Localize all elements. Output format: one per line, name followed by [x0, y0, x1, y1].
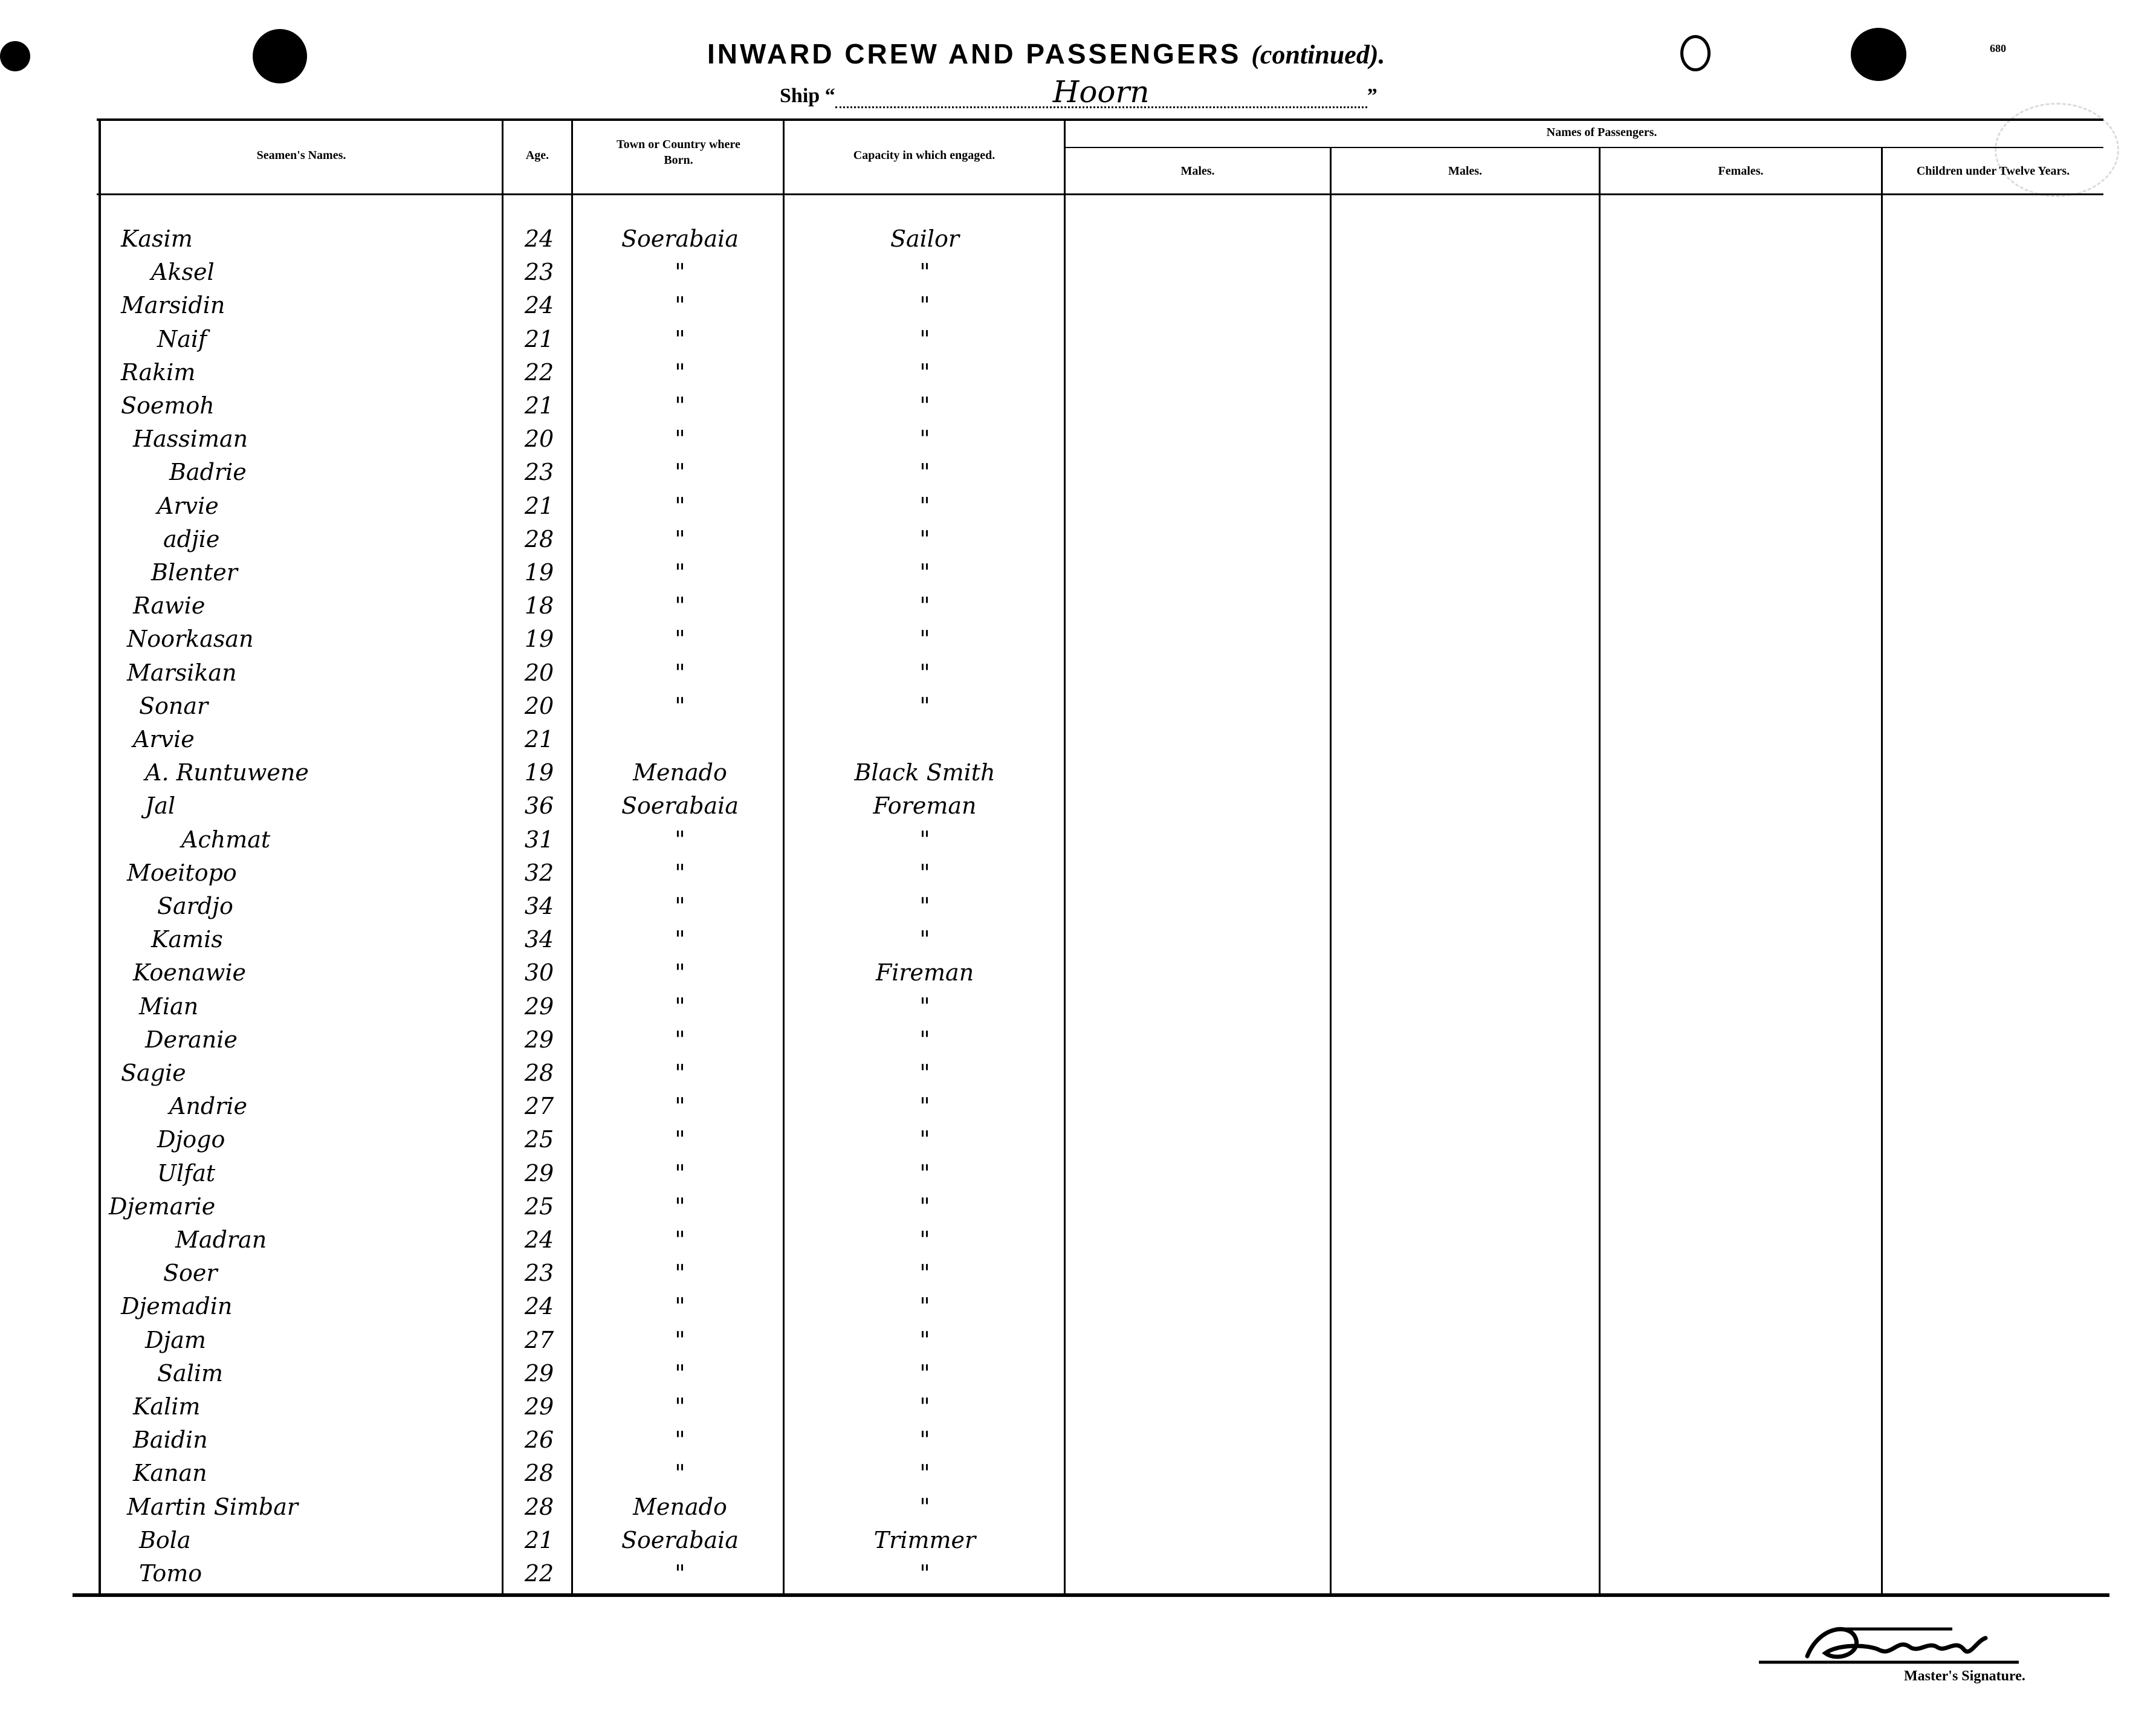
crew-capacity: " — [919, 1226, 930, 1253]
crew-age: 22 — [524, 1560, 554, 1587]
ship-name: Hoorn — [835, 77, 1367, 108]
crew-age: 27 — [524, 1327, 554, 1353]
crew-capacity: " — [919, 1193, 930, 1220]
crew-capacity: " — [919, 592, 930, 619]
crew-capacity: " — [919, 659, 930, 686]
crew-capacity: " — [919, 993, 930, 1020]
crew-age: 18 — [524, 592, 554, 619]
crew-age: 21 — [524, 726, 554, 753]
crew-age: 19 — [524, 559, 554, 586]
crew-age: 21 — [524, 493, 554, 519]
crew-age: 25 — [524, 1126, 554, 1153]
header-passengers: Names of Passengers. — [1546, 126, 1657, 139]
crew-age: 19 — [524, 759, 554, 786]
crew-name: Rawie — [133, 592, 206, 619]
crew-town: " — [675, 1126, 685, 1153]
crew-town: " — [675, 1260, 685, 1286]
crew-town: " — [675, 459, 685, 485]
crew-capacity: " — [919, 459, 930, 485]
crew-age: 28 — [524, 526, 554, 552]
crew-capacity: " — [919, 1426, 930, 1453]
crew-name: Moeitopo — [127, 860, 237, 886]
crew-capacity: " — [919, 493, 930, 519]
crew-name: Koenawie — [133, 959, 247, 986]
crew-capacity: " — [919, 559, 930, 586]
crew-name: Achmat — [181, 826, 271, 853]
crew-name: Arvie — [133, 726, 195, 753]
crew-name: Hassiman — [133, 426, 248, 452]
crew-name: Marsidin — [121, 292, 225, 319]
crew-capacity: " — [919, 259, 930, 285]
crew-town: " — [675, 1460, 685, 1486]
crew-capacity: " — [919, 1327, 930, 1353]
crew-town: " — [675, 1160, 685, 1187]
crew-capacity: " — [919, 1393, 930, 1420]
page-title — [707, 37, 1553, 70]
crew-name: adjie — [163, 526, 220, 552]
crew-age: 22 — [524, 359, 554, 386]
crew-capacity: " — [919, 1260, 930, 1286]
crew-capacity: " — [919, 1494, 930, 1520]
crew-town: " — [675, 592, 685, 619]
faded-stamp — [1995, 103, 2119, 197]
crew-town: " — [675, 526, 685, 552]
crew-town: Soerabaia — [621, 792, 739, 819]
crew-name: Soer — [163, 1260, 218, 1286]
crew-capacity: " — [919, 626, 930, 652]
crew-age: 28 — [524, 1060, 554, 1086]
crew-name: Tomo — [139, 1560, 202, 1587]
crew-town: " — [675, 426, 685, 452]
crew-capacity: Sailor — [890, 225, 960, 252]
crew-name: Noorkasan — [127, 626, 254, 652]
ship-line: Ship “ Hoorn ” — [780, 74, 1377, 109]
crew-town: Soerabaia — [621, 1527, 739, 1553]
col-rule — [99, 118, 101, 1593]
crew-town: " — [675, 359, 685, 386]
crew-town: " — [675, 1560, 685, 1587]
crew-name: A. Runtuwene — [145, 759, 309, 786]
col-rule — [1881, 147, 1883, 1593]
crew-town: " — [675, 259, 685, 285]
crew-town: " — [675, 1060, 685, 1086]
crew-age: 19 — [524, 626, 554, 652]
crew-capacity: " — [919, 326, 930, 352]
crew-capacity: " — [919, 359, 930, 386]
punch-hole — [0, 41, 30, 71]
crew-name: Kalim — [133, 1393, 201, 1420]
crew-name: Badrie — [169, 459, 247, 485]
crew-age: 21 — [524, 1527, 554, 1553]
crew-age: 29 — [524, 1026, 554, 1053]
crew-name: Ulfat — [157, 1160, 216, 1187]
crew-age: 20 — [524, 693, 554, 719]
crew-age: 29 — [524, 993, 554, 1020]
crew-age: 29 — [524, 1360, 554, 1387]
crew-age: 24 — [524, 1293, 554, 1320]
crew-name: Kamis — [151, 926, 223, 953]
crew-name: Deranie — [145, 1026, 238, 1053]
crew-name: Arvie — [157, 493, 219, 519]
crew-town: " — [675, 1327, 685, 1353]
crew-town: " — [675, 1393, 685, 1420]
crew-town: " — [675, 326, 685, 352]
crew-capacity: " — [919, 1060, 930, 1086]
crew-age: 23 — [524, 1260, 554, 1286]
title-continued: (continued). — [1251, 40, 1385, 70]
header-seamen: Seamen's Names. — [256, 149, 346, 162]
header-males-1: Males. — [1180, 164, 1215, 178]
crew-capacity: " — [919, 926, 930, 953]
crew-name: Jal — [145, 792, 176, 819]
crew-capacity: " — [919, 1160, 930, 1187]
crew-name: Marsikan — [127, 659, 237, 686]
crew-name: Aksel — [151, 259, 215, 285]
header-males-2: Males. — [1448, 164, 1483, 178]
crew-capacity: " — [919, 426, 930, 452]
crew-name: Djam — [145, 1327, 206, 1353]
crew-name: Andrie — [169, 1093, 248, 1119]
crew-capacity: Fireman — [875, 959, 974, 986]
crew-name: Madran — [175, 1226, 267, 1253]
crew-age: 29 — [524, 1393, 554, 1420]
crew-name: Blenter — [151, 559, 238, 586]
crew-name: Mian — [139, 993, 199, 1020]
header-town: Town or Country where Born. — [617, 138, 740, 167]
header-capacity: Capacity in which engaged. — [853, 149, 995, 162]
crew-town: " — [675, 993, 685, 1020]
crew-name: Soemoh — [121, 392, 215, 419]
crew-town: " — [675, 1360, 685, 1387]
table-top-rule — [97, 118, 2103, 121]
crew-town: Menado — [633, 1494, 727, 1520]
col-rule — [571, 118, 573, 1593]
crew-town: " — [675, 626, 685, 652]
crew-capacity: " — [919, 1093, 930, 1119]
crew-town: " — [675, 1226, 685, 1253]
signature-label: Master's Signature. — [1904, 1668, 2025, 1684]
crew-name: Sagie — [121, 1060, 186, 1086]
crew-name: Djemarie — [109, 1193, 216, 1220]
title-main: INWARD CREW AND PASSENGERS — [707, 38, 1241, 70]
crew-capacity: " — [919, 693, 930, 719]
crew-capacity: " — [919, 1126, 930, 1153]
crew-name: Naif — [157, 326, 207, 352]
passengers-subheader-rule — [1064, 147, 2103, 148]
crew-capacity: " — [919, 1293, 930, 1320]
crew-capacity: " — [919, 860, 930, 886]
crew-capacity: " — [919, 392, 930, 419]
crew-age: 28 — [524, 1494, 554, 1520]
crew-age: 27 — [524, 1093, 554, 1119]
header-females: Females. — [1718, 164, 1764, 178]
crew-town: " — [675, 1293, 685, 1320]
crew-town: " — [675, 959, 685, 986]
crew-age: 21 — [524, 392, 554, 419]
crew-capacity: " — [919, 826, 930, 853]
crew-capacity: Black Smith — [854, 759, 995, 786]
crew-town: " — [675, 1026, 685, 1053]
crew-age: 32 — [524, 860, 554, 886]
crew-town: " — [675, 926, 685, 953]
header-children: Children under Twelve Years. — [1916, 164, 2070, 178]
crew-name: Rakim — [121, 359, 196, 386]
crew-age: 20 — [524, 426, 554, 452]
crew-name: Kasim — [121, 225, 193, 252]
crew-age: 34 — [524, 926, 554, 953]
col-rule — [502, 118, 503, 1593]
table-bottom-rule — [73, 1593, 2109, 1597]
crew-town: " — [675, 493, 685, 519]
crew-name: Djogo — [157, 1126, 225, 1153]
crew-town: " — [675, 1093, 685, 1119]
crew-capacity: " — [919, 292, 930, 319]
crew-age: 23 — [524, 259, 554, 285]
crew-town: " — [675, 292, 685, 319]
punch-hole — [1851, 28, 1906, 81]
crew-capacity: " — [919, 1560, 930, 1587]
page-number: 680 — [1990, 42, 2006, 54]
crew-name: Sonar — [139, 693, 209, 719]
crew-capacity: " — [919, 1460, 930, 1486]
ship-label: Ship — [780, 85, 820, 107]
crew-town: " — [675, 693, 685, 719]
header-age: Age. — [525, 149, 549, 162]
crew-name: Bola — [139, 1527, 191, 1553]
crew-town: " — [675, 893, 685, 919]
crew-age: 21 — [524, 326, 554, 352]
crew-name: Kanan — [133, 1460, 207, 1486]
crew-town: Soerabaia — [621, 225, 739, 252]
crew-capacity: Trimmer — [873, 1527, 976, 1553]
crew-age: 24 — [524, 1226, 554, 1253]
crew-town: Menado — [633, 759, 727, 786]
crew-age: 30 — [524, 959, 554, 986]
col-rule — [1599, 147, 1601, 1593]
crew-town: " — [675, 1426, 685, 1453]
header-bottom-rule — [97, 193, 2103, 195]
crew-capacity: " — [919, 1360, 930, 1387]
crew-age: 23 — [524, 459, 554, 485]
crew-capacity: Foreman — [873, 792, 977, 819]
crew-town: " — [675, 392, 685, 419]
crew-age: 29 — [524, 1160, 554, 1187]
crew-name: Martin Simbar — [127, 1494, 299, 1520]
punch-hole — [1680, 35, 1711, 71]
punch-hole — [253, 29, 307, 83]
crew-age: 34 — [524, 893, 554, 919]
crew-age: 28 — [524, 1460, 554, 1486]
crew-capacity: " — [919, 1026, 930, 1053]
crew-town: " — [675, 659, 685, 686]
crew-age: 24 — [524, 225, 554, 252]
crew-town: " — [675, 559, 685, 586]
col-rule — [1064, 118, 1066, 1593]
crew-town: " — [675, 860, 685, 886]
crew-name: Djemadin — [121, 1293, 233, 1320]
master-signature — [1753, 1620, 2025, 1674]
crew-name: Baidin — [133, 1426, 208, 1453]
crew-age: 20 — [524, 659, 554, 686]
crew-town: " — [675, 826, 685, 853]
crew-age: 26 — [524, 1426, 554, 1453]
crew-age: 31 — [524, 826, 554, 853]
crew-age: 24 — [524, 292, 554, 319]
col-rule — [1330, 147, 1332, 1593]
crew-capacity: " — [919, 526, 930, 552]
crew-name: Sardjo — [157, 893, 233, 919]
crew-age: 25 — [524, 1193, 554, 1220]
crew-town: " — [675, 1193, 685, 1220]
crew-name: Salim — [157, 1360, 224, 1387]
crew-capacity: " — [919, 893, 930, 919]
crew-age: 36 — [524, 792, 554, 819]
